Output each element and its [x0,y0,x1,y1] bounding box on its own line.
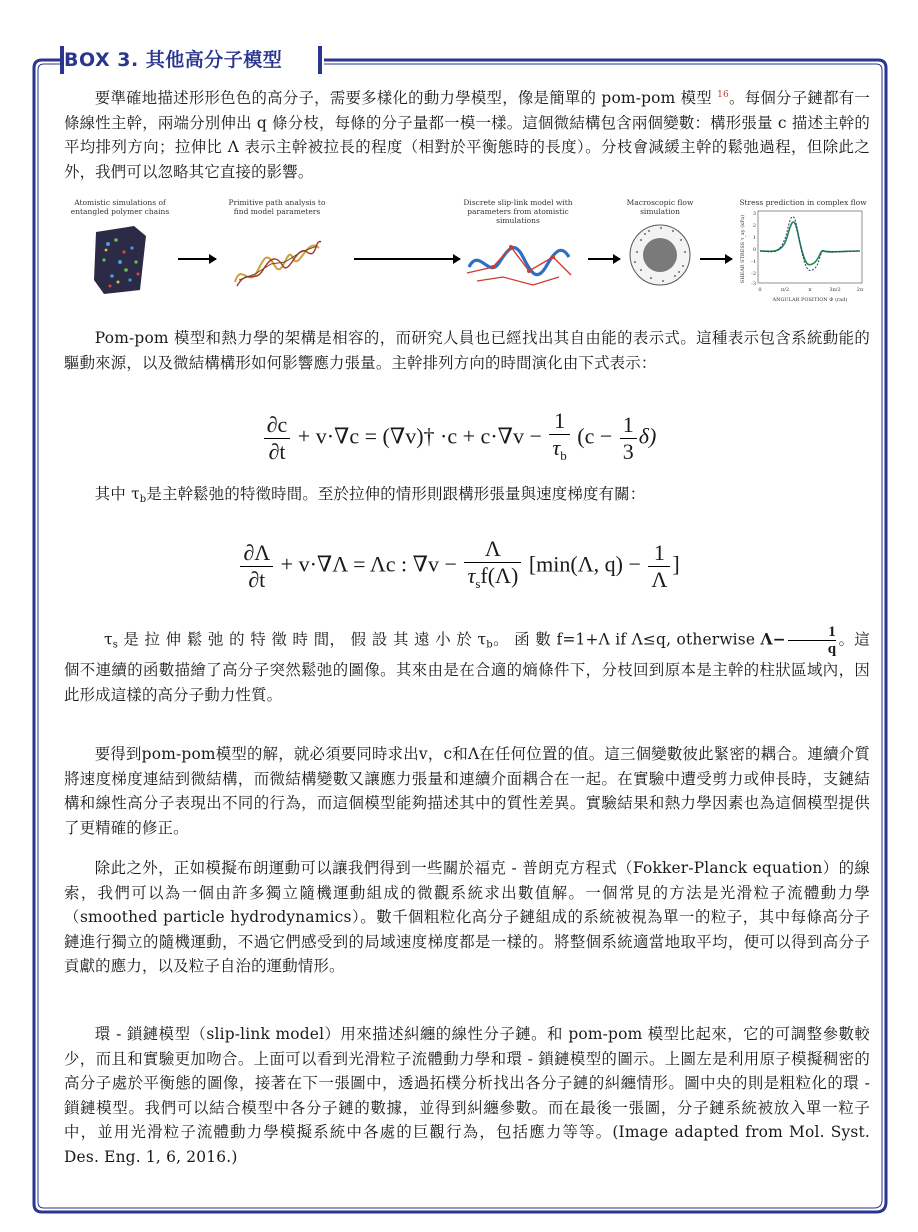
series-prediction [760,217,860,271]
y-tick: -2 [751,271,756,277]
x-tick: 3π/2 [829,287,841,293]
y-tick: 0 [752,247,756,253]
x-tick: π/2 [780,287,790,293]
figure-panel-stress-prediction: Stress prediction in complex flow SHEAR STRESS τ_xy (kPa) 3 2 1 0 -1 -2 -3 0 π/2 π 3π/2 2π ANGULAR POSITION Φ (rad) [736,198,870,309]
figure-panel-primitive-path: Primitive path analysis to find model parameters [222,198,332,296]
paragraph-relaxation-time: 其中 $\tau_b$是主幹鬆弛的特徵時間。至於拉伸的情形則跟構形張量與速度梯度有關： [94,485,646,505]
stress-chart-ylabel: SHEAR STRESS τ_xy (kPa) [740,214,746,284]
paragraph-intro: 要準確地描述形形色色的高分子，需要多樣化的動力學模型，像是簡單的 pom-pom 模型 $^{16}$。每個分子鏈都有一條線性主幹，兩端分別伸出 q 條分枝，每條的分子量都一模一樣。這個微結構包含兩個變數：構形張量 c 描述主幹的平均排列方向；拉伸比 Λ 表示主幹被拉長的程度（相對於平衡態時的長度）。分枝會減緩主幹的鬆弛過程，但除此之外，我們可以忽略其它直接的影響。 [64,89,870,181]
x-tick: π [808,287,812,293]
box-title: BOX 3. 其他高分子模型 [64,49,283,71]
x-tick: 2π [856,287,864,293]
paragraph-slip-link: 環 - 鎖鏈模型（slip-link model）用來描述糾纏的線性分子鏈。和 pom-pom 模型比起來，它的可調整參數較少，而且和實驗更加吻合。上面可以看到光滑粒子流體動力學和環 - 鎖鏈模型的圖示。上圖左是利用原子模擬稠密的高分子處於平衡態的圖像，接著在下一張圖中，透過拓樸分析找出各分子鏈的糾纏情形。圖中央的則是粗粒化的環 - 鎖鏈模型。我們可以結合模型中各分子鏈的數據，並得到糾纏參數。而在最後一張圖，分子鏈系統被放入單一粒子中，並用光滑粒子流體動力學模擬系統中各處的巨觀行為，包括應力等等。(Image adapted from Mol. Syst. Des. Eng. 1, 6, 2016.) [64,1025,870,1166]
paragraph-sph: 除此之外，正如模擬布朗運動可以讓我們得到一些關於福克 - 普朗克方程式（Fokker-Planck equation）的線索，我們可以為一個由許多獨立隨機運動組成的微觀系統求出數值解。一個常見的方法是光滑粒子流體動力學（smoothed particle hydrodynamics）。數千個粗粒化高分子鏈組成的系統被視為單一的粒子，其中每條高分子鏈進行獨立的隨機運動，不過它們感受到的局域速度梯度都是一樣的。將整個系統適當地取平均，便可以得到高分子貢獻的應力，以及粒子自治的運動情形。 [64,859,870,976]
figure-panel-atomistic: Atomistic simulations of entangled polymer chains [64,198,176,296]
arrow-right-icon [588,258,620,260]
paragraph-solution: 要得到pom-pom模型的解，就必須要同時求出v，c和Λ在任何位置的值。這三個變數彼此緊密的耦合。連續介質將速度梯度連結到微結構，而微結構變數又讓應力張量和連續介面耦合在一起。在實驗中遭受剪力或伸長時，支鏈結構和線性高分子表現出不同的行為，而這個模型能夠描述其中的質性差異。實驗結果和熱力學因素也為這個模型提供了更精確的修正。 [64,745,870,837]
y-tick: 3 [752,211,756,217]
stress-chart [736,207,870,307]
figure-panel-macroscopic-flow: Macroscopic flow simulation [620,198,700,290]
y-tick: 2 [752,223,756,229]
arrow-right-icon [178,258,216,260]
y-tick: -1 [751,259,756,265]
series-simulation [760,222,860,265]
slip-link-chain-image [463,227,573,299]
pipeline-figure [64,198,870,320]
arrow-right-icon [700,258,732,260]
inline-fraction: $\frac{1}{q}$ [788,624,837,657]
equation-orientation: $\frac{\partial c}{\partial t}$ + v·∇c = (∇v)† ·c + c·∇v − $\frac{1}{\tau_b}$ (c − $\frac{1}{3}$ δ) [0,408,918,469]
primitive-path-image [227,222,327,294]
paragraph-thermodynamics: Pom-pom 模型和熱力學的架構是相容的，而研究人員也已經找出其自由能的表示式。這種表示包含系統動能的驅動來源，以及微結構構形如何影響應力張量。主幹排列方向的時間演化由下式表示： [64,329,870,372]
x-tick: 0 [758,287,762,293]
y-tick: -3 [751,281,756,287]
y-tick: 1 [752,235,756,241]
reference-marker[interactable]: 16 [717,89,729,100]
paragraph-stretch-relaxation: τs 是 拉 伸 鬆 弛 的 特 徵 時 間， 假 設 其 遠 小 於 τb。 函 數 f=1+Λ if Λ≤q, otherwise Λ− $\frac{1}{q}$ 。這個不連續的函數描繪了高分子突然鬆弛的圖像。其來由是在合適的熵條件下，分枝回到原本是主幹的柱狀區域內，因此形成這樣的高分子動力性質。 [64,624,870,704]
atomistic-cube-image [90,222,150,294]
figure-panel-slip-link: Discrete slip-link model with parameters from atomistic simulations [458,198,578,301]
arrow-right-icon [354,258,460,260]
equation-stretch: $\frac{\partial\Lambda}{\partial t}$ + v·∇Λ = Λc : ∇v − $\frac{\Lambda}{\tau_sf(\Lambda)}$ [min(Λ, q) − $\frac{1}{\Lambda}$ ] [0,536,918,597]
flow-simulation-image [627,222,693,288]
stress-chart-xlabel: ANGULAR POSITION Φ (rad) [772,297,848,303]
